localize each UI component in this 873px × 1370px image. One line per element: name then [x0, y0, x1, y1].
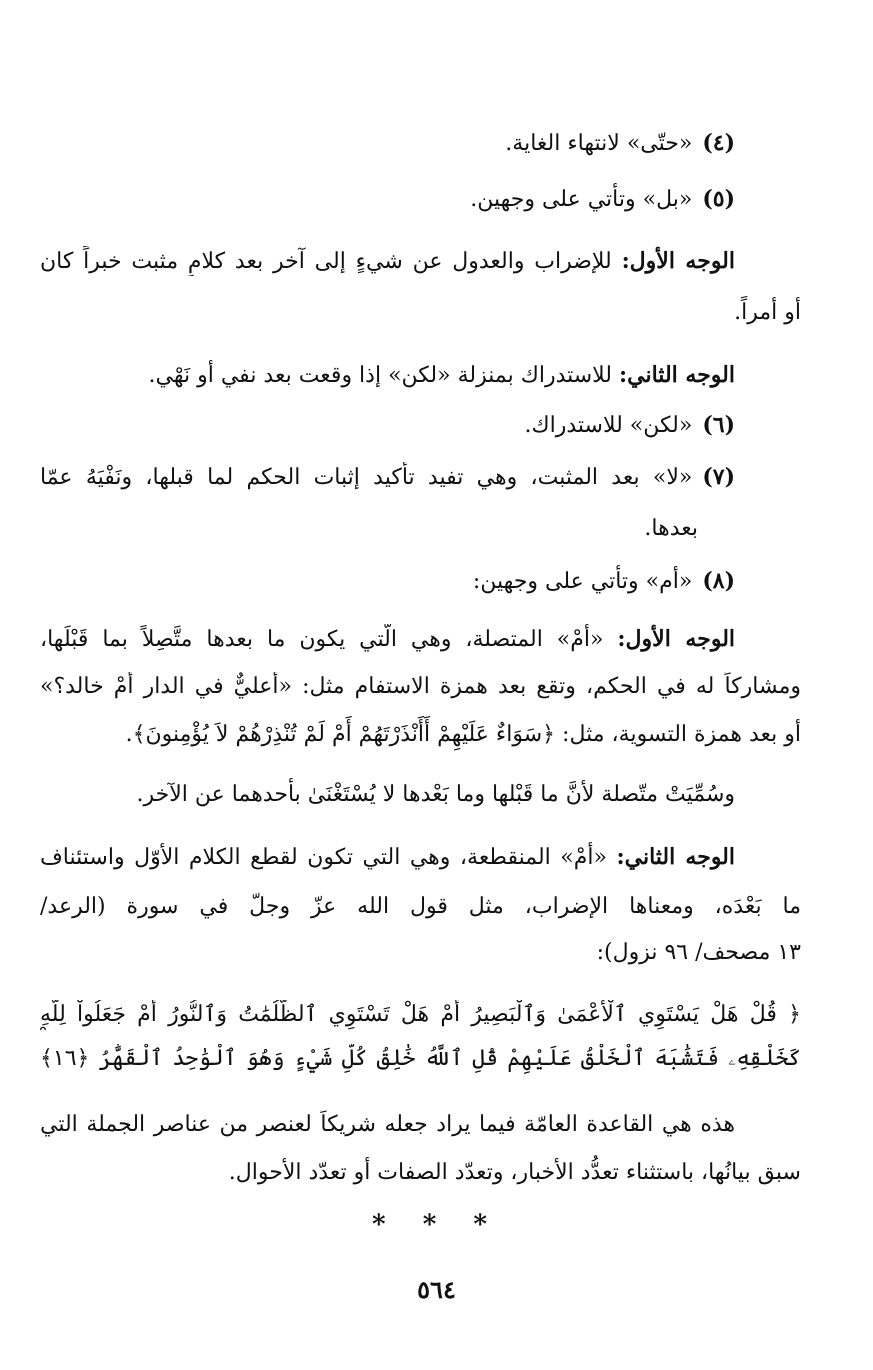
text-line-6 [48, 410, 735, 441]
text-line-7 [40, 462, 735, 492]
section-heading: الوجه الثاني: [619, 362, 735, 388]
paragraph-text: أو بعد همزة التسوية، مثل: ﴿سَوَاءٌ عَلَيْهِمْ أَأَنْذَرْتَهُمْ أَمْ لَمْ تُنْذِرْهُمْ لاَ يُؤْمِنونَ﴾. [125, 722, 801, 747]
item-text: «حتّى» لانتهاء الغاية. [505, 131, 693, 156]
paragraph-line [40, 842, 735, 872]
paragraph-line [40, 1158, 801, 1188]
section-heading: الوجه الأول: [617, 626, 735, 652]
paragraph-line [40, 624, 735, 654]
paragraph-text: هذه هي القاعدة العامّة فيما يراد جعله شريكاً لعنصر من عناصر الجملة التي [40, 1112, 735, 1137]
item-text: «لا» بعد المثبت، وهي تفيد تأكيد إثبات الحكم لما قبلها، ونَفْيَهُ عمّا [40, 465, 693, 490]
page-number: ٥٦٤ [417, 1275, 456, 1304]
paragraph-line [48, 360, 735, 391]
paragraph-line [40, 298, 801, 328]
quran-verse-line [40, 1000, 801, 1030]
paragraph-text: ومشاركاً له في الحكم، وتقع بعد همزة الاستفام مثل: «أعليٌّ في الدار أمْ خالد؟» [40, 674, 801, 699]
paragraph-line [40, 938, 801, 968]
text-line-7-cont [48, 514, 698, 544]
text-line-8 [48, 566, 735, 597]
item-text: «لكن» للاستدراك. [524, 413, 693, 438]
paragraph-line [40, 1110, 735, 1140]
section-separator: * * * [372, 1210, 501, 1240]
paragraph-text: للاستدراك بمنزلة «لكن» إذا وقعت بعد نفي أو نَهْي. [148, 363, 613, 388]
text-line-4 [48, 128, 735, 159]
quran-verse-line [40, 1044, 801, 1074]
paragraph-text: «أَمْ» المنقطعة، وهي التي تكون لقطع الكلام الأوّل واستئناف [40, 845, 607, 870]
paragraph-line [100, 780, 735, 810]
paragraph-text: ١٣ مصحف/ ٩٦ نزول): [596, 940, 801, 965]
section-heading: الوجه الأول: [621, 248, 735, 274]
paragraph-text: وسُمِّيَتْ متّصلة لأنَّ ما قَبْلها وما بَعْدها لا يُسْتَغْنَىٰ بأحدهما عن الآخر. [136, 782, 735, 807]
quran-verse-text: ﴿ قُلْ هَلْ يَسْتَوِي ٱلْأَعْمَىٰ وَٱلْبَصِيرُ أَمْ هَلْ تَسْتَوِي ٱلظُّلُمَٰتُ وَٱلنُّورُ أَمْ جَعَلُواْ لِلَّهِ [40, 1002, 801, 1027]
paragraph-line [40, 672, 801, 702]
paragraph-line [40, 892, 801, 922]
section-heading: الوجه الثاني: [616, 844, 735, 870]
item-text: «أم» وتأتي على وجهين: [472, 569, 693, 594]
item-number: (٤) [702, 130, 735, 156]
item-number: (٨) [702, 568, 735, 594]
paragraph-text: سبق بيانُها، باستثناء تعدُّد الأخبار، وتعدّد الصفات أو تعدّد الأحوال. [228, 1160, 801, 1185]
item-number: (٦) [702, 412, 735, 438]
item-text: بعدها. [644, 516, 698, 541]
paragraph-line [40, 720, 801, 750]
paragraph-text: أو أمراً. [734, 300, 801, 325]
paragraph-line [40, 246, 735, 276]
paragraph-text: ما بَعْدَه، ومعناها الإضراب، مثل قول الله عزّ وجلّ في سورة (الرعد/ [40, 894, 801, 919]
paragraph-text: «أَمْ» المتصلة، وهي الّتي يكون ما بعدها متَّصِلاً بما قَبْلَها، [40, 627, 604, 652]
item-number: (٧) [702, 464, 735, 490]
item-number: (٥) [702, 186, 735, 212]
quran-verse-text: كَخَلْقِهِۦ فَتَشَٰبَهَ ٱلْخَلْقُ عَلَيْهِمْ قُلِ ٱللَّهُ خَٰلِقُ كُلِّ شَيْءٍ وَهُوَ ٱلْوَٰحِدُ ٱلْقَهَّٰرُ ﴿١٦﴾ [40, 1046, 801, 1071]
text-line-5 [48, 184, 735, 215]
paragraph-text: للإضراب والعدول عن شيءٍ إلى آخر بعد كلامٍ مثبت خبراً كان [40, 249, 612, 274]
item-text: «بل» وتأتي على وجهين. [470, 187, 693, 212]
